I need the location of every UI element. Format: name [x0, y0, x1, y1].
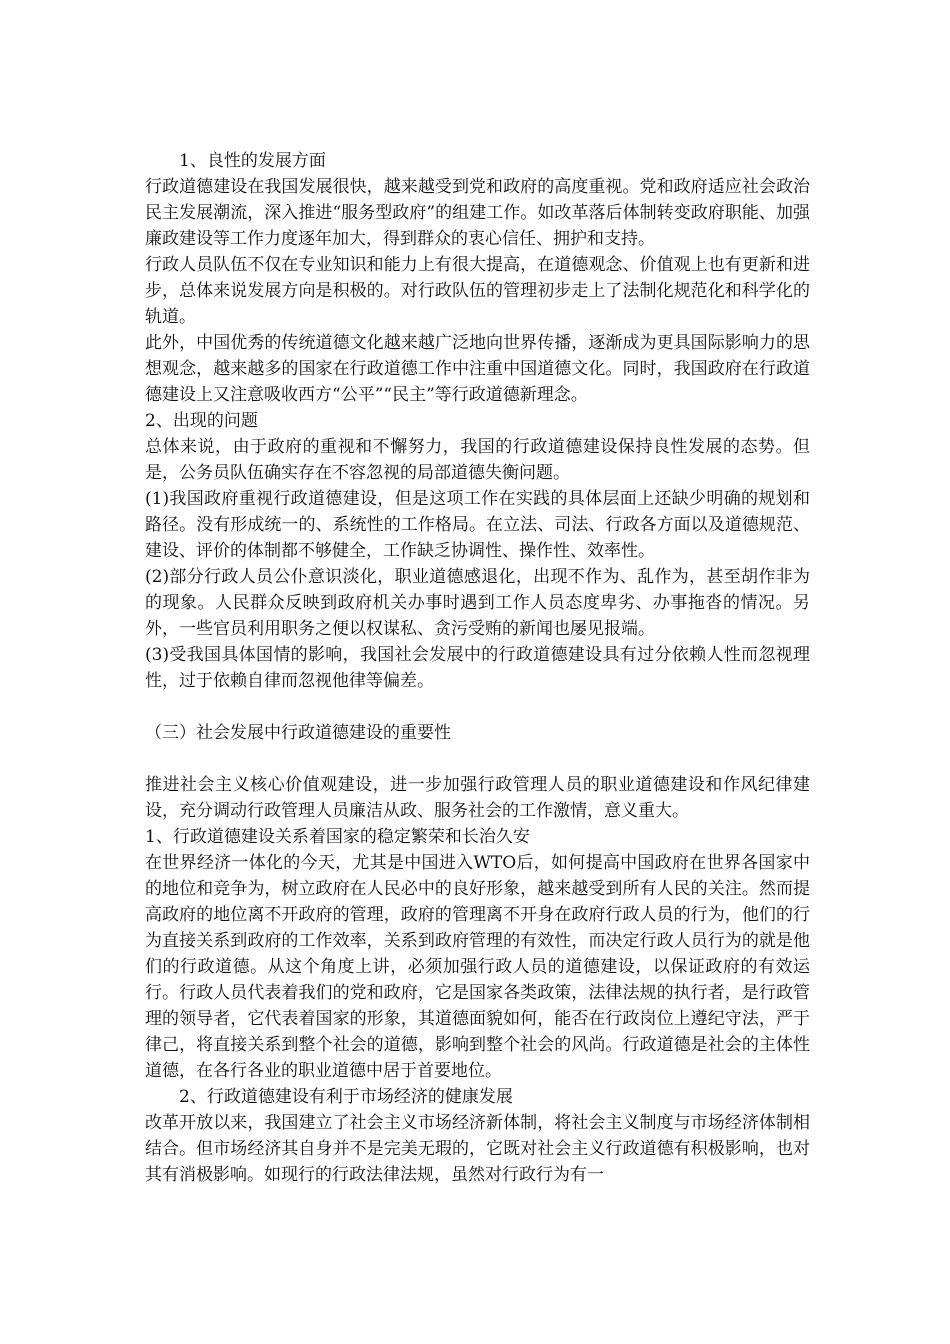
paragraph: (1)我国政府重视行政道德建设，但是这项工作在实践的具体层面上还缺少明确的规划和路径。没有形成统一的、系统性的工作格局。在立法、司法、行政各方面以及道德规范、建设、评价的体制都不够健全，工作缺乏协调性、操作性、效率性。: [145, 489, 810, 561]
document-page: [145, 148, 810, 1188]
subheading-problems: 2、出现的问题: [145, 411, 258, 431]
paragraph: 改革开放以来，我国建立了社会主义市场经济新体制，将社会主义制度与市场经济体制相结合。但市场经济其自身并不是完美无瑕的，它既对社会主义行政道德有积极影响，也对其有消极影响。如现行的行政法律法规，虽然对行政行为有一: [145, 1113, 810, 1185]
paragraph: 总体来说，由于政府的重视和不懈努力，我国的行政道德建设保持良性发展的态势。但是，公务员队伍确实存在不容忽视的局部道德失衡问题。: [145, 437, 810, 483]
section-heading-importance: （三）社会发展中行政道德建设的重要性: [145, 723, 451, 743]
paragraph: 行政道德建设在我国发展很快，越来越受到党和政府的高度重视。党和政府适应社会政治民主发展潮流，深入推进“服务型政府”的组建工作。如改革落后体制转变政府职能、加强廉政建设等工作力度逐年加大，得到群众的衷心信任、拥护和支持。: [145, 177, 810, 249]
paragraph: (3)受我国具体国情的影响，我国社会发展中的行政道德建设具有过分依赖人性而忽视理性，过于依赖自律而忽视他律等偏差。: [145, 645, 810, 691]
paragraph: 此外，中国优秀的传统道德文化越来越广泛地向世界传播，逐渐成为更具国际影响力的思想观念，越来越多的国家在行政道德工作中注重中国道德文化。同时，我国政府在行政道德建设上又注意吸收西方“公平”“民主”等行政道德新理念。: [145, 333, 810, 405]
spacer: [145, 694, 810, 720]
subheading-positive-development: 1、良性的发展方面: [179, 151, 326, 171]
paragraph: 行政人员队伍不仅在专业知识和能力上有很大提高，在道德观念、价值观上也有更新和进步，总体来说发展方向是积极的。对行政队伍的管理初步走上了法制化规范化和科学化的轨道。: [145, 255, 810, 327]
paragraph: (2)部分行政人员公仆意识淡化，职业道德感退化，出现不作为、乱作为，甚至胡作非为的现象。人民群众反映到政府机关办事时遇到工作人员态度卑劣、办事拖沓的情况。另外，一些官员利用职务之便以权谋私、贪污受贿的新闻也屡见报端。: [145, 567, 810, 639]
subheading-stability: 1、行政道德建设关系着国家的稳定繁荣和长治久安: [145, 827, 530, 847]
paragraph: 推进社会主义核心价值观建设，进一步加强行政管理人员的职业道德建设和作风纪律建设，充分调动行政管理人员廉洁从政、服务社会的工作激情，意义重大。: [145, 775, 810, 821]
spacer: [145, 746, 810, 772]
subheading-market-economy: 2、行政道德建设有利于市场经济的健康发展: [179, 1087, 513, 1107]
paragraph: 在世界经济一体化的今天，尤其是中国进入WTO后，如何提高中国政府在世界各国家中的地位和竞争为，树立政府在人民必中的良好形象，越来越受到所有人民的关注。然而提高政府的地位离不开政府的管理，政府的管理离不开身在政府行政人员的行为，他们的行为直接关系到政府的工作效率，关系到政府管理的有效性，而决定行政人员行为的就是他们的行政道德。从这个角度上讲，必须加强行政人员的道德建设，以保证政府的有效运行。行政人员代表着我们的党和政府，它是国家各类政策，法律法规的执行者，是行政管理的领导者，它代表着国家的形象，其道德面貌如何，能否在行政岗位上遵纪守法，严于律己，将直接关系到整个社会的道德，影响到整个社会的风尚。行政道德是社会的主体性道德，在各行各业的职业道德中居于首要地位。: [145, 853, 810, 1081]
